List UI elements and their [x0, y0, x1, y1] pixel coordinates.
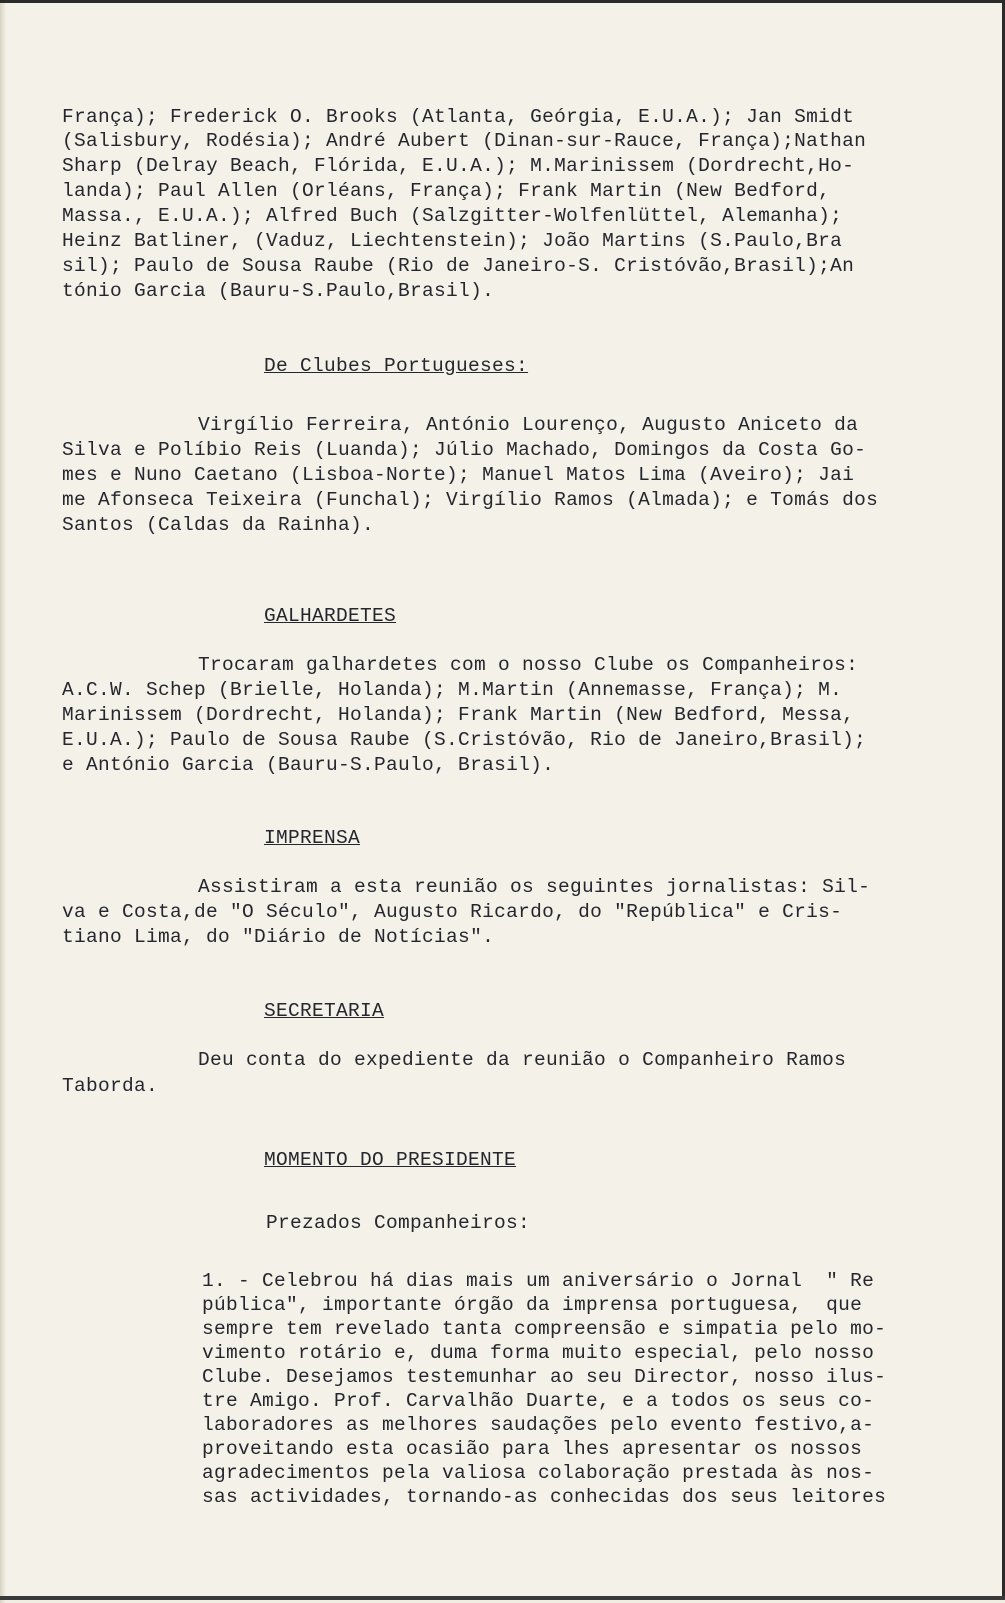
paragraph-line: landa); Paul Allen (Orléans, França); Frank Martin (New Bedford, — [62, 180, 831, 202]
paragraph-line: Santos (Caldas da Rainha). — [62, 514, 375, 536]
paragraph-line: sas actividades, tornando-as conhecidas dos seus leitores — [202, 1486, 887, 1508]
paragraph-line: sempre tem revelado tanta compreensão e simpatia pelo mo- — [202, 1318, 887, 1340]
paragraph-line: Marinissem (Dordrecht, Holanda); Frank Martin (New Bedford, Messa, — [62, 704, 855, 726]
section-heading-imprensa: IMPRENSA — [264, 827, 361, 849]
paragraph-line: laboradores as melhores saudações pelo evento festivo,a- — [202, 1414, 875, 1436]
paragraph-line: mes e Nuno Caetano (Lisboa-Norte); Manuel Matos Lima (Aveiro); Jai — [62, 464, 855, 486]
paragraph-line: Assistiram a esta reunião os seguintes jornalistas: Sil- — [198, 876, 871, 898]
paragraph-line: Heinz Batliner, (Vaduz, Liechtenstein); João Martins (S.Paulo,Bra — [62, 230, 843, 252]
salutation: Prezados Companheiros: — [266, 1212, 531, 1234]
paragraph-line: (Salisbury, Rodésia); André Aubert (Dinan-sur-Rauce, França);Nathan — [62, 130, 867, 152]
section-heading-clubes: De Clubes Portugueses: — [264, 355, 529, 377]
paragraph-line: A.C.W. Schep (Brielle, Holanda); M.Martin (Annemasse, França); M. — [62, 679, 843, 701]
paragraph-line: va e Costa,de "O Século", Augusto Ricardo, do "República" e Cris- — [62, 901, 843, 923]
page-edge-shadow — [0, 3, 6, 1603]
paragraph-line: tónio Garcia (Bauru-S.Paulo,Brasil). — [62, 280, 495, 302]
paragraph-line: França); Frederick O. Brooks (Atlanta, Geórgia, E.U.A.); Jan Smidt — [62, 106, 855, 128]
section-heading-presidente: MOMENTO DO PRESIDENTE — [264, 1149, 517, 1171]
paragraph-line: vimento rotário e, duma forma muito especial, pelo nosso — [202, 1342, 875, 1364]
paragraph-line: sil); Paulo de Sousa Raube (Rio de Janeiro-S. Cristóvão,Brasil);An — [62, 255, 855, 277]
section-heading-secretaria: SECRETARIA — [264, 1000, 385, 1022]
paragraph-line: Silva e Políbio Reis (Luanda); Júlio Machado, Domingos da Costa Go- — [62, 439, 867, 461]
paragraph-line: Sharp (Delray Beach, Flórida, E.U.A.); M.Marinissem (Dordrecht,Ho- — [62, 155, 855, 177]
paragraph-line: tiano Lima, do "Diário de Notícias". — [62, 926, 495, 948]
page-bottom-edge — [0, 1596, 1005, 1600]
paragraph-line: pública", importante órgão da imprensa portuguesa, que — [202, 1294, 863, 1316]
section-heading-galhardetes: GALHARDETES — [264, 605, 397, 627]
paragraph-line: Clube. Desejamos testemunhar ao seu Director, nosso ilus- — [202, 1366, 887, 1388]
paragraph-line: Virgílio Ferreira, António Lourenço, Augusto Aniceto da — [198, 414, 859, 436]
paragraph-line: tre Amigo. Prof. Carvalhão Duarte, e a todos os seus co- — [202, 1390, 875, 1412]
paragraph-line: proveitando esta ocasião para lhes apresentar os nossos — [202, 1438, 863, 1460]
paragraph-line: agradecimentos pela valiosa colaboração prestada às nos- — [202, 1462, 875, 1484]
paragraph-line: Deu conta do expediente da reunião o Companheiro Ramos — [198, 1049, 847, 1071]
paragraph-line: Trocaram galhardetes com o nosso Clube os Companheiros: — [198, 654, 859, 676]
paragraph-line: e António Garcia (Bauru-S.Paulo, Brasil). — [62, 754, 555, 776]
paragraph-line: me Afonseca Teixeira (Funchal); Virgílio Ramos (Almada); e Tomás dos — [62, 489, 879, 511]
paragraph-line: E.U.A.); Paulo de Sousa Raube (S.Cristóvão, Rio de Janeiro,Brasil); — [62, 729, 867, 751]
paragraph-line: 1. - Celebrou há dias mais um aniversário o Jornal " Re — [202, 1270, 875, 1292]
paragraph-line: Taborda. — [62, 1075, 159, 1097]
paragraph-line: Massa., E.U.A.); Alfred Buch (Salzgitter-Wolfenlüttel, Alemanha); — [62, 205, 843, 227]
